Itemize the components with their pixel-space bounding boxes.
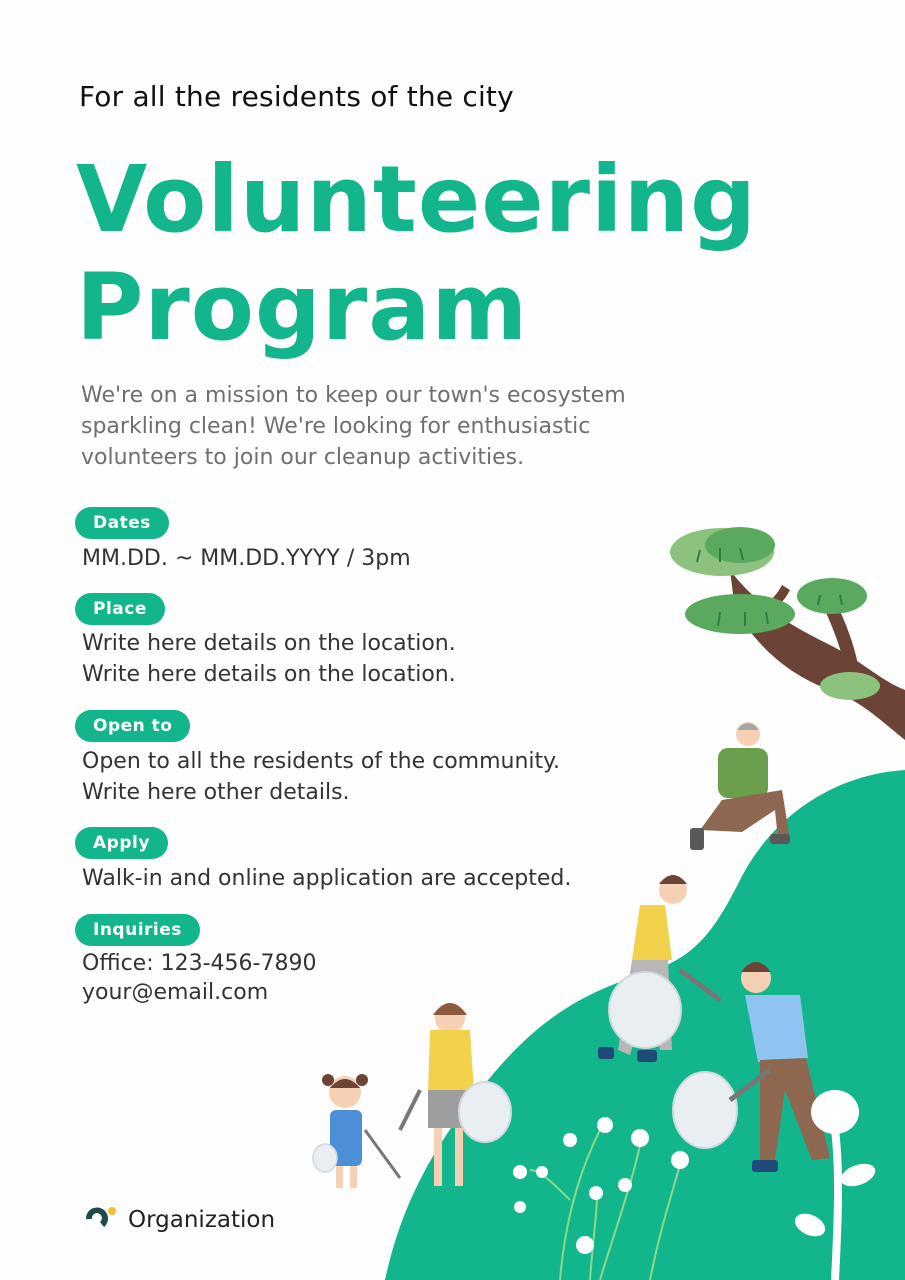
dates-line-1: MM.DD. ~ MM.DD.YYYY / 3pm [82, 546, 411, 571]
open-to-label: Open to [75, 710, 190, 742]
organization-logo-icon [82, 1205, 118, 1235]
open-to-line-1: Open to all the residents of the community. [82, 749, 561, 774]
place-label: Place [75, 593, 165, 625]
dates-info [82, 543, 411, 574]
inquiries-phone: Office: 123-456-7890 [82, 951, 317, 976]
intro-line-2: sparkling clean! We're looking for enthusiastic [81, 414, 591, 439]
page-title [76, 146, 757, 362]
intro-line-1: We're on a mission to keep our town's ecosystem [81, 383, 626, 408]
subtitle: For all the residents of the city [79, 80, 514, 113]
inquiries-info [82, 949, 316, 1007]
inquiries-email: your@email.com [82, 980, 269, 1005]
organization-footer [82, 1205, 275, 1235]
place-info [82, 628, 456, 690]
intro-line-3: volunteers to join our cleanup activities. [81, 445, 525, 470]
apply-line-1: Walk-in and online application are accepted. [82, 866, 572, 891]
inquiries-label: Inquiries [75, 914, 200, 946]
organization-name: Organization [128, 1207, 276, 1233]
dates-label: Dates [75, 507, 169, 539]
open-to-line-2: Write here other details. [82, 780, 350, 805]
pine-tree [670, 527, 905, 740]
child-volunteer [313, 1074, 400, 1188]
apply-info [82, 863, 571, 894]
title-line-1: Volunteering [76, 146, 757, 253]
title-line-2: Program [76, 254, 529, 361]
open-to-info [82, 746, 560, 808]
place-line-1: Write here details on the location. [82, 631, 456, 656]
apply-label: Apply [75, 827, 168, 859]
place-line-2: Write here details on the location. [82, 662, 456, 687]
intro-paragraph [81, 380, 681, 473]
